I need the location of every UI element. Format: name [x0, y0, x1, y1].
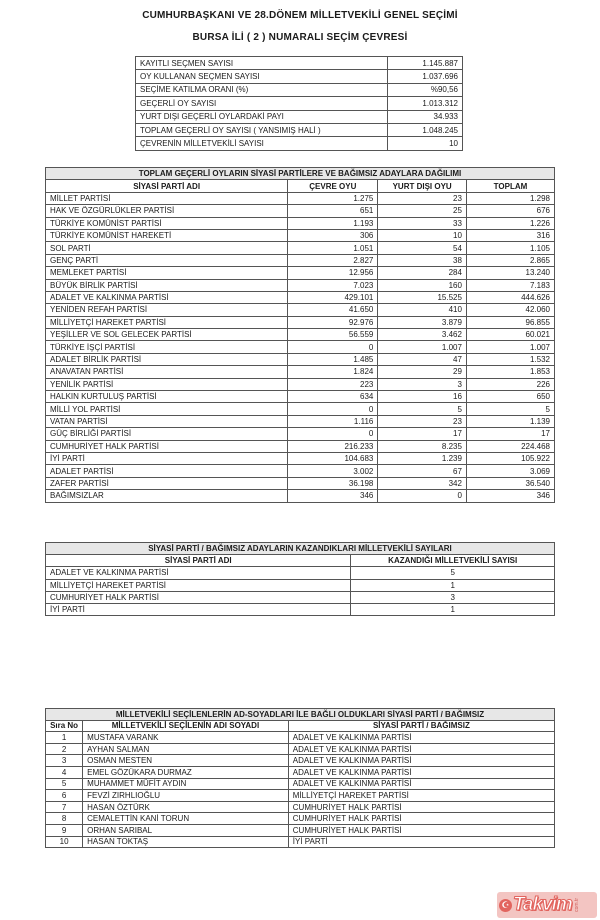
votes-table-head — [46, 168, 555, 193]
table-row — [46, 391, 555, 403]
table-cell: İYİ PARTİ — [46, 452, 288, 464]
table-cell: MİLLİ YOL PARTİSİ — [46, 403, 288, 415]
table-row — [46, 403, 555, 415]
table-cell: İYİ PARTİ — [288, 836, 554, 848]
table-cell: MUSTAFA VARANK — [83, 732, 289, 744]
table-cell: 0 — [288, 403, 378, 415]
table-cell: CUMHURİYET HALK PARTİSİ — [288, 824, 554, 836]
table-row — [46, 567, 555, 579]
table-cell: YENİDEN REFAH PARTİSİ — [46, 304, 288, 316]
column-header-deputy-name: MİLLETVEKİLİ SEÇİLENİN ADI SOYADI — [83, 720, 289, 732]
table-cell: 346 — [288, 490, 378, 502]
table-cell: 42.060 — [466, 304, 554, 316]
table-cell: OSMAN MESTEN — [83, 755, 289, 767]
table-row — [46, 778, 555, 790]
table-cell: 346 — [466, 490, 554, 502]
page-title: CUMHURBAŞKANI VE 28.DÖNEM MİLLETVEKİLİ GENEL SEÇİMİ — [142, 10, 458, 21]
table-cell: 226 — [466, 378, 554, 390]
table-cell: 3 — [378, 378, 467, 390]
table-cell: BAĞIMSIZLAR — [46, 490, 288, 502]
takvim-watermark — [497, 892, 597, 918]
summary-table-body — [136, 57, 463, 151]
table-cell: 2.865 — [466, 254, 554, 266]
table-cell: 429.101 — [288, 291, 378, 303]
column-header-row-number: Sıra No — [46, 720, 83, 732]
table-cell: MİLLET PARTİSİ — [46, 192, 288, 204]
table-cell: SOL PARTİ — [46, 242, 288, 254]
table-row — [46, 790, 555, 802]
table-cell: 1.824 — [288, 366, 378, 378]
table-cell: 1.139 — [466, 415, 554, 427]
table-cell: 1.007 — [466, 341, 554, 353]
table-cell: 7.183 — [466, 279, 554, 291]
table-cell: ADALET VE KALKINMA PARTİSİ — [46, 567, 351, 579]
table-row — [136, 123, 463, 136]
table-cell: ZAFER PARTİSİ — [46, 477, 288, 489]
table-cell: 29 — [378, 366, 467, 378]
votes-table-title: TOPLAM GEÇERLİ OYLARIN SİYASİ PARTİLERE VE BAĞIMSIZ ADAYLARA DAĞILIMI — [46, 168, 555, 180]
table-cell: YURT DIŞI GEÇERLİ OYLARDAKİ PAYI — [136, 110, 388, 123]
table-cell: 17 — [466, 428, 554, 440]
table-cell: 34.933 — [387, 110, 462, 123]
table-row — [46, 824, 555, 836]
table-cell: ADALET VE KALKINMA PARTİSİ — [288, 766, 554, 778]
table-row — [46, 755, 555, 767]
column-header-seats-won: KAZANDIĞI MİLLETVEKİLİ SAYISI — [351, 555, 555, 567]
table-cell: CUMHURİYET HALK PARTİSİ — [46, 440, 288, 452]
table-cell: YEŞİLLER VE SOL GELECEK PARTİSİ — [46, 329, 288, 341]
table-row — [46, 316, 555, 328]
table-cell: HASAN TOKTAŞ — [83, 836, 289, 848]
table-cell: 676 — [466, 205, 554, 217]
votes-table-body — [46, 192, 555, 502]
table-cell: 3.462 — [378, 329, 467, 341]
table-row — [46, 304, 555, 316]
table-cell: CUMHURİYET HALK PARTİSİ — [46, 591, 351, 603]
table-cell: AYHAN SALMAN — [83, 743, 289, 755]
table-row — [46, 452, 555, 464]
table-cell: 0 — [288, 341, 378, 353]
table-cell: 5 — [351, 567, 555, 579]
column-header-party: SİYASİ PARTİ / BAĞIMSIZ — [288, 720, 554, 732]
seats-table-body — [46, 567, 555, 616]
table-cell: 1.298 — [466, 192, 554, 204]
table-cell: 316 — [466, 229, 554, 241]
table-cell: 3 — [46, 755, 83, 767]
table-row — [46, 465, 555, 477]
table-cell: TÜRKİYE İŞÇİ PARTİSİ — [46, 341, 288, 353]
table-cell: 1.048.245 — [387, 123, 462, 136]
table-cell: 23 — [378, 415, 467, 427]
table-cell: TOPLAM GEÇERLİ OY SAYISI ( YANSIMIŞ HALİ ) — [136, 123, 388, 136]
table-cell: ANAVATAN PARTİSİ — [46, 366, 288, 378]
table-row — [46, 813, 555, 825]
table-cell: HASAN ÖZTÜRK — [83, 801, 289, 813]
takvim-logo-text: Takvim — [513, 894, 572, 915]
table-cell: VATAN PARTİSİ — [46, 415, 288, 427]
table-row — [46, 254, 555, 266]
table-cell: 36.198 — [288, 477, 378, 489]
table-cell: 56.559 — [288, 329, 378, 341]
table-cell: 47 — [378, 353, 467, 365]
table-cell: 7 — [46, 801, 83, 813]
table-cell: KAYITLI SEÇMEN SAYISI — [136, 57, 388, 70]
table-cell: ADALET VE KALKINMA PARTİSİ — [288, 732, 554, 744]
table-cell: 223 — [288, 378, 378, 390]
table-cell: 1.239 — [378, 452, 467, 464]
table-row — [46, 378, 555, 390]
table-cell: 4 — [46, 766, 83, 778]
table-cell: GÜÇ BİRLİĞİ PARTİSİ — [46, 428, 288, 440]
table-cell: EMEL GÖZÜKARA DURMAZ — [83, 766, 289, 778]
table-cell: 650 — [466, 391, 554, 403]
table-row — [46, 329, 555, 341]
table-cell: 3.069 — [466, 465, 554, 477]
table-cell: 1.007 — [378, 341, 467, 353]
table-row — [136, 70, 463, 83]
table-cell: 3 — [351, 591, 555, 603]
table-cell: 444.626 — [466, 291, 554, 303]
table-cell: 5 — [466, 403, 554, 415]
column-header-party-name: SİYASİ PARTİ ADI — [46, 555, 351, 567]
table-cell: 13.240 — [466, 267, 554, 279]
table-row — [46, 579, 555, 591]
table-cell: 216.233 — [288, 440, 378, 452]
table-cell: 12.956 — [288, 267, 378, 279]
column-header-party-name: SİYASİ PARTİ ADI — [46, 180, 288, 192]
seats-table-title: SİYASİ PARTİ / BAĞIMSIZ ADAYLARIN KAZANDIKLARI MİLLETVEKİLİ SAYILARI — [46, 543, 555, 555]
table-header-row — [46, 720, 555, 732]
table-cell: 1.037.696 — [387, 70, 462, 83]
table-row — [46, 732, 555, 744]
table-row — [46, 217, 555, 229]
table-cell: 1.275 — [288, 192, 378, 204]
table-cell: HAK VE ÖZGÜRLÜKLER PARTİSİ — [46, 205, 288, 217]
table-cell: 634 — [288, 391, 378, 403]
table-cell: 23 — [378, 192, 467, 204]
table-cell: 10 — [378, 229, 467, 241]
table-header-row — [46, 555, 555, 567]
table-cell: 342 — [378, 477, 467, 489]
table-cell: 96.855 — [466, 316, 554, 328]
table-cell: 651 — [288, 205, 378, 217]
table-cell: FEVZİ ZIRHLIOĞLU — [83, 790, 289, 802]
deputies-table-title: MİLLETVEKİLİ SEÇİLENLERİN AD-SOYADLARI İLE BAĞLI OLDUKLARI SİYASİ PARTİ / BAĞIMSIZ — [46, 709, 555, 721]
table-cell: 6 — [46, 790, 83, 802]
table-row — [46, 205, 555, 217]
table-cell: 8.235 — [378, 440, 467, 452]
table-cell: 92.976 — [288, 316, 378, 328]
table-cell: 1.485 — [288, 353, 378, 365]
table-cell: YENİLİK PARTİSİ — [46, 378, 288, 390]
table-cell: 2 — [46, 743, 83, 755]
table-cell: ADALET VE KALKINMA PARTİSİ — [288, 743, 554, 755]
table-cell: 60.021 — [466, 329, 554, 341]
table-row — [46, 415, 555, 427]
table-cell: 1.226 — [466, 217, 554, 229]
table-cell: 0 — [288, 428, 378, 440]
table-cell: SEÇİME KATILMA ORANI (%) — [136, 83, 388, 96]
table-cell: 5 — [378, 403, 467, 415]
column-header-total-votes: TOPLAM — [466, 180, 554, 192]
table-row — [136, 137, 463, 150]
table-cell: ADALET BİRLİK PARTİSİ — [46, 353, 288, 365]
table-cell: 16 — [378, 391, 467, 403]
table-cell: 36.540 — [466, 477, 554, 489]
table-cell: 284 — [378, 267, 467, 279]
table-cell: 3.002 — [288, 465, 378, 477]
table-cell: 306 — [288, 229, 378, 241]
table-row — [46, 428, 555, 440]
table-title-row — [46, 709, 555, 721]
table-cell: 1 — [351, 603, 555, 615]
table-cell: 1.105 — [466, 242, 554, 254]
table-cell: 1.051 — [288, 242, 378, 254]
table-row — [136, 57, 463, 70]
table-cell: CEMALETTİN KANİ TORUN — [83, 813, 289, 825]
table-row — [46, 836, 555, 848]
table-cell: 1.116 — [288, 415, 378, 427]
table-cell: 1.532 — [466, 353, 554, 365]
table-cell: 33 — [378, 217, 467, 229]
table-row — [46, 279, 555, 291]
table-row — [136, 83, 463, 96]
table-row — [46, 192, 555, 204]
table-row — [46, 366, 555, 378]
table-cell: 1.145.887 — [387, 57, 462, 70]
table-cell: 10 — [46, 836, 83, 848]
table-row — [136, 110, 463, 123]
table-cell: GENÇ PARTİ — [46, 254, 288, 266]
table-cell: MİLLİYETÇİ HAREKET PARTİSİ — [288, 790, 554, 802]
table-cell: 1.853 — [466, 366, 554, 378]
elected-deputies-table — [45, 708, 555, 848]
table-title-row — [46, 543, 555, 555]
table-cell: 0 — [378, 490, 467, 502]
table-cell: 1.193 — [288, 217, 378, 229]
table-row — [46, 766, 555, 778]
table-cell: BÜYÜK BİRLİK PARTİSİ — [46, 279, 288, 291]
table-row — [136, 97, 463, 110]
turkish-flag-icon: ☪ — [499, 899, 512, 912]
table-cell: 1.013.312 — [387, 97, 462, 110]
table-row — [46, 477, 555, 489]
table-cell: 9 — [46, 824, 83, 836]
table-cell: MUHAMMET MÜFİT AYDIN — [83, 778, 289, 790]
table-row — [46, 353, 555, 365]
seats-won-table — [45, 542, 555, 616]
table-cell: 25 — [378, 205, 467, 217]
table-cell: MİLLİYETÇİ HAREKET PARTİSİ — [46, 579, 351, 591]
takvim-domain-text: com.tr — [573, 898, 580, 912]
table-title-row — [46, 168, 555, 180]
table-row — [46, 242, 555, 254]
table-row — [46, 591, 555, 603]
votes-distribution-table — [45, 167, 555, 503]
table-cell: TÜRKİYE KOMÜNİST PARTİSİ — [46, 217, 288, 229]
table-cell: 224.468 — [466, 440, 554, 452]
table-cell: OY KULLANAN SEÇMEN SAYISI — [136, 70, 388, 83]
summary-table — [135, 56, 463, 151]
table-cell: 15.525 — [378, 291, 467, 303]
table-cell: TÜRKİYE KOMÜNİST HAREKETİ — [46, 229, 288, 241]
table-cell: ÇEVRENİN MİLLETVEKİLİ SAYISI — [136, 137, 388, 150]
table-cell: 8 — [46, 813, 83, 825]
table-cell: ADALET VE KALKINMA PARTİSİ — [288, 778, 554, 790]
table-cell: 54 — [378, 242, 467, 254]
table-cell: 17 — [378, 428, 467, 440]
table-cell: 41.650 — [288, 304, 378, 316]
column-header-district-votes: ÇEVRE OYU — [288, 180, 378, 192]
table-cell: 1 — [46, 732, 83, 744]
table-cell: CUMHURİYET HALK PARTİSİ — [288, 813, 554, 825]
table-row — [46, 490, 555, 502]
table-row — [46, 341, 555, 353]
table-cell: 104.683 — [288, 452, 378, 464]
table-header-row — [46, 180, 555, 192]
table-cell: ADALET VE KALKINMA PARTİSİ — [46, 291, 288, 303]
table-cell: MİLLİYETÇİ HAREKET PARTİSİ — [46, 316, 288, 328]
table-cell: 2.827 — [288, 254, 378, 266]
table-cell: %90,56 — [387, 83, 462, 96]
table-cell: 10 — [387, 137, 462, 150]
table-cell: 67 — [378, 465, 467, 477]
table-row — [46, 291, 555, 303]
table-cell: HALKIN KURTULUŞ PARTİSİ — [46, 391, 288, 403]
table-cell: ORHAN SARIBAL — [83, 824, 289, 836]
table-cell: 1 — [351, 579, 555, 591]
table-row — [46, 743, 555, 755]
deputies-table-body — [46, 732, 555, 848]
table-row — [46, 801, 555, 813]
seats-table-head — [46, 543, 555, 567]
table-row — [46, 267, 555, 279]
table-cell: 410 — [378, 304, 467, 316]
page-subtitle: BURSA İLİ ( 2 ) NUMARALI SEÇİM ÇEVRESİ — [192, 32, 408, 43]
table-cell: CUMHURİYET HALK PARTİSİ — [288, 801, 554, 813]
table-cell: 3.879 — [378, 316, 467, 328]
table-cell: ADALET PARTİSİ — [46, 465, 288, 477]
table-cell: İYİ PARTİ — [46, 603, 351, 615]
table-cell: 38 — [378, 254, 467, 266]
table-cell: GEÇERLİ OY SAYISI — [136, 97, 388, 110]
table-cell: 5 — [46, 778, 83, 790]
table-row — [46, 603, 555, 615]
table-cell: ADALET VE KALKINMA PARTİSİ — [288, 755, 554, 767]
table-cell: MEMLEKET PARTİSİ — [46, 267, 288, 279]
table-cell: 160 — [378, 279, 467, 291]
table-row — [46, 440, 555, 452]
table-cell: 105.922 — [466, 452, 554, 464]
deputies-table-head — [46, 709, 555, 732]
table-cell: 7.023 — [288, 279, 378, 291]
column-header-abroad-votes: YURT DIŞI OYU — [378, 180, 467, 192]
table-row — [46, 229, 555, 241]
